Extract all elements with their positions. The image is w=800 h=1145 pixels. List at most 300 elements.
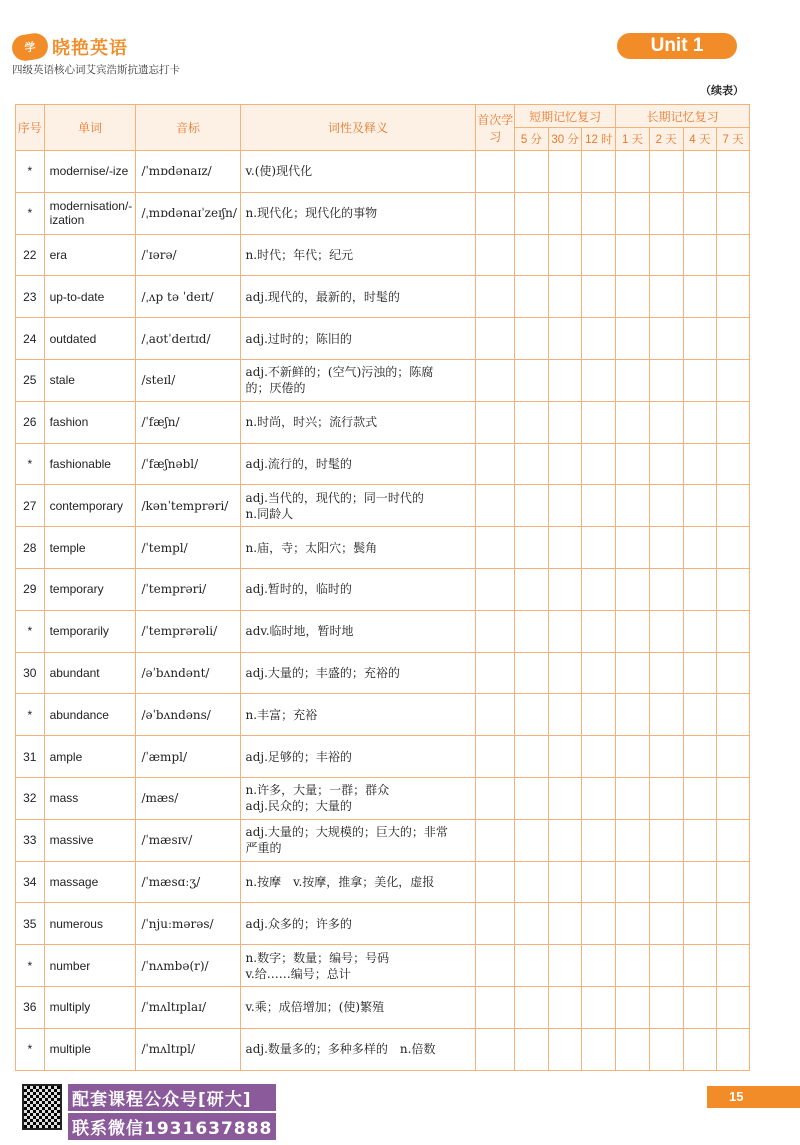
review-checkbox[interactable] — [515, 819, 549, 861]
review-checkbox[interactable] — [548, 568, 582, 610]
header-first-study: 首次学习 — [476, 105, 515, 151]
phonetic-cell: /ˈmæsɪv/ — [136, 819, 240, 861]
table-row — [16, 485, 750, 527]
first-study-checkbox[interactable] — [476, 819, 515, 861]
definition-cell — [240, 151, 476, 193]
review-checkbox[interactable] — [548, 652, 582, 694]
definition-line: adj.大量的；丰盛的；充裕的 — [245, 665, 400, 680]
review-checkbox[interactable] — [515, 694, 549, 736]
review-checkbox[interactable] — [548, 234, 582, 276]
page-number: 15 — [707, 1086, 800, 1108]
first-study-checkbox[interactable] — [476, 359, 515, 401]
review-checkbox[interactable] — [515, 318, 549, 360]
review-checkbox[interactable] — [515, 359, 549, 401]
review-checkbox[interactable] — [649, 443, 683, 485]
definition-line: n.按摩 v.按摩，推拿；美化，虚报 — [245, 874, 435, 889]
definition-cell — [240, 861, 476, 903]
first-study-checkbox[interactable] — [476, 903, 515, 945]
review-checkbox[interactable] — [515, 443, 549, 485]
review-checkbox[interactable] — [683, 527, 717, 569]
review-checkbox[interactable] — [616, 443, 650, 485]
table-row — [16, 443, 750, 485]
review-checkbox[interactable] — [717, 694, 750, 736]
brand-name: 晓艳英语 — [52, 38, 128, 59]
definition-line: adj.当代的，现代的；同一时代的 — [245, 490, 424, 505]
review-checkbox[interactable] — [515, 777, 549, 819]
word-cell: fashionable — [44, 443, 136, 485]
definition-cell — [240, 610, 476, 652]
word-cell: stale — [44, 359, 136, 401]
review-checkbox[interactable] — [683, 819, 717, 861]
review-checkbox[interactable] — [548, 945, 582, 987]
table-row — [16, 861, 750, 903]
first-study-checkbox[interactable] — [476, 736, 515, 778]
table-row — [16, 986, 750, 1028]
row-number: 32 — [16, 777, 45, 819]
review-checkbox[interactable] — [582, 359, 616, 401]
word-cell: numerous — [44, 903, 136, 945]
review-checkbox[interactable] — [548, 276, 582, 318]
definition-cell — [240, 903, 476, 945]
header-interval: 7 天 — [717, 128, 750, 151]
first-study-checkbox[interactable] — [476, 945, 515, 987]
review-checkbox[interactable] — [717, 192, 750, 234]
review-checkbox[interactable] — [616, 819, 650, 861]
review-checkbox[interactable] — [515, 903, 549, 945]
review-checkbox[interactable] — [683, 903, 717, 945]
word-cell: temple — [44, 527, 136, 569]
table-row — [16, 151, 750, 193]
definition-cell — [240, 945, 476, 987]
review-checkbox[interactable] — [717, 610, 750, 652]
table-row — [16, 610, 750, 652]
review-checkbox[interactable] — [717, 276, 750, 318]
definition-line: adj.过时的；陈旧的 — [245, 331, 352, 346]
review-checkbox[interactable] — [616, 485, 650, 527]
header-interval: 5 分 — [515, 128, 549, 151]
header-interval: 2 天 — [649, 128, 683, 151]
review-checkbox[interactable] — [649, 986, 683, 1028]
definition-cell — [240, 485, 476, 527]
review-checkbox[interactable] — [616, 1028, 650, 1070]
review-checkbox[interactable] — [683, 568, 717, 610]
phonetic-cell: /ˈtemprəri/ — [136, 568, 240, 610]
review-checkbox[interactable] — [683, 861, 717, 903]
row-number: * — [16, 192, 45, 234]
review-checkbox[interactable] — [683, 986, 717, 1028]
review-checkbox[interactable] — [515, 610, 549, 652]
review-checkbox[interactable] — [683, 401, 717, 443]
first-study-checkbox[interactable] — [476, 318, 515, 360]
definition-line: n.时尚，时兴；流行款式 — [245, 415, 378, 430]
footer-promo — [22, 1084, 276, 1142]
logo-icon: 学 — [10, 32, 49, 63]
table-row — [16, 1028, 750, 1070]
review-checkbox[interactable] — [515, 652, 549, 694]
review-checkbox[interactable] — [649, 945, 683, 987]
definition-line: adv.临时地，暂时地 — [245, 624, 354, 639]
definition-line: n.数字；数量；编号；号码 — [245, 950, 390, 965]
table-row — [16, 192, 750, 234]
definition-cell — [240, 819, 476, 861]
review-checkbox[interactable] — [582, 861, 616, 903]
table-row — [16, 736, 750, 778]
review-checkbox[interactable] — [616, 945, 650, 987]
first-study-checkbox[interactable] — [476, 276, 515, 318]
review-checkbox[interactable] — [683, 945, 717, 987]
first-study-checkbox[interactable] — [476, 694, 515, 736]
review-checkbox[interactable] — [515, 945, 549, 987]
definition-line: n.现代化；现代化的事物 — [245, 206, 378, 221]
definition-line: n.许多，大量；一群；群众 — [245, 783, 390, 798]
row-number: 34 — [16, 861, 45, 903]
review-checkbox[interactable] — [515, 276, 549, 318]
table-row — [16, 945, 750, 987]
definition-line: adj.大量的；大规模的；巨大的；非常 — [245, 825, 448, 840]
review-checkbox[interactable] — [717, 151, 750, 193]
review-checkbox[interactable] — [683, 652, 717, 694]
review-checkbox[interactable] — [649, 359, 683, 401]
review-checkbox[interactable] — [582, 192, 616, 234]
review-checkbox[interactable] — [548, 986, 582, 1028]
review-checkbox[interactable] — [582, 276, 616, 318]
table-row — [16, 234, 750, 276]
word-cell: multiply — [44, 986, 136, 1028]
review-checkbox[interactable] — [548, 151, 582, 193]
review-checkbox[interactable] — [649, 861, 683, 903]
phonetic-cell: /ˈmʌltɪpl/ — [136, 1028, 240, 1070]
review-checkbox[interactable] — [582, 903, 616, 945]
review-checkbox[interactable] — [548, 819, 582, 861]
review-checkbox[interactable] — [582, 736, 616, 778]
review-checkbox[interactable] — [649, 736, 683, 778]
review-checkbox[interactable] — [582, 777, 616, 819]
definition-cell — [240, 568, 476, 610]
review-checkbox[interactable] — [582, 610, 616, 652]
definition-line: n.同龄人 — [245, 506, 294, 521]
definition-line: adj.流行的，时髦的 — [245, 456, 352, 471]
review-checkbox[interactable] — [683, 318, 717, 360]
review-checkbox[interactable] — [717, 945, 750, 987]
review-checkbox[interactable] — [515, 1028, 549, 1070]
row-number: 36 — [16, 986, 45, 1028]
promo-line: 配套课程公众号[研大] — [68, 1084, 276, 1111]
first-study-checkbox[interactable] — [476, 443, 515, 485]
review-checkbox[interactable] — [616, 568, 650, 610]
vocabulary-table — [15, 104, 750, 1071]
first-study-checkbox[interactable] — [476, 1028, 515, 1070]
unit-badge: Unit 1 — [617, 33, 737, 59]
phonetic-cell: /ˈfæʃnəbl/ — [136, 443, 240, 485]
review-checkbox[interactable] — [515, 151, 549, 193]
first-study-checkbox[interactable] — [476, 652, 515, 694]
word-cell: temporarily — [44, 610, 136, 652]
phonetic-cell: /əˈbʌndənt/ — [136, 652, 240, 694]
definition-line: v.给……编号；总计 — [245, 966, 351, 981]
definition-line: adj.不新鲜的；(空气)污浊的；陈腐 — [245, 365, 434, 380]
review-checkbox[interactable] — [717, 401, 750, 443]
row-number: 30 — [16, 652, 45, 694]
first-study-checkbox[interactable] — [476, 485, 515, 527]
review-checkbox[interactable] — [616, 401, 650, 443]
phonetic-cell: /ˈmɒdənaɪz/ — [136, 151, 240, 193]
review-checkbox[interactable] — [717, 1028, 750, 1070]
review-checkbox[interactable] — [548, 736, 582, 778]
word-cell: contemporary — [44, 485, 136, 527]
phonetic-cell: /ˈmæsɑːʒ/ — [136, 861, 240, 903]
definition-line: n.时代；年代；纪元 — [245, 247, 354, 262]
review-checkbox[interactable] — [616, 736, 650, 778]
review-checkbox[interactable] — [649, 527, 683, 569]
word-cell: temporary — [44, 568, 136, 610]
word-cell: modernisation/-ization — [44, 192, 136, 234]
word-cell: multiple — [44, 1028, 136, 1070]
first-study-checkbox[interactable] — [476, 527, 515, 569]
first-study-checkbox[interactable] — [476, 861, 515, 903]
review-checkbox[interactable] — [717, 986, 750, 1028]
first-study-checkbox[interactable] — [476, 401, 515, 443]
review-checkbox[interactable] — [649, 652, 683, 694]
review-checkbox[interactable] — [515, 234, 549, 276]
review-checkbox[interactable] — [683, 151, 717, 193]
row-number: 27 — [16, 485, 45, 527]
header-word: 单词 — [44, 105, 136, 151]
review-checkbox[interactable] — [649, 485, 683, 527]
review-checkbox[interactable] — [582, 443, 616, 485]
table-row — [16, 401, 750, 443]
header-interval: 1 天 — [616, 128, 650, 151]
first-study-checkbox[interactable] — [476, 151, 515, 193]
review-checkbox[interactable] — [649, 276, 683, 318]
review-checkbox[interactable] — [616, 151, 650, 193]
review-checkbox[interactable] — [683, 443, 717, 485]
review-checkbox[interactable] — [717, 819, 750, 861]
review-checkbox[interactable] — [683, 485, 717, 527]
word-cell: up-to-date — [44, 276, 136, 318]
review-checkbox[interactable] — [582, 401, 616, 443]
review-checkbox[interactable] — [717, 234, 750, 276]
review-checkbox[interactable] — [582, 694, 616, 736]
review-checkbox[interactable] — [515, 736, 549, 778]
review-checkbox[interactable] — [717, 527, 750, 569]
row-number: 28 — [16, 527, 45, 569]
table-row — [16, 359, 750, 401]
review-checkbox[interactable] — [649, 694, 683, 736]
table-row — [16, 652, 750, 694]
first-study-checkbox[interactable] — [476, 234, 515, 276]
review-checkbox[interactable] — [616, 777, 650, 819]
review-checkbox[interactable] — [649, 777, 683, 819]
review-checkbox[interactable] — [683, 359, 717, 401]
review-checkbox[interactable] — [548, 861, 582, 903]
review-checkbox[interactable] — [616, 610, 650, 652]
phonetic-cell: /ˌaʊtˈdeɪtɪd/ — [136, 318, 240, 360]
review-checkbox[interactable] — [683, 192, 717, 234]
definition-cell — [240, 234, 476, 276]
review-checkbox[interactable] — [717, 359, 750, 401]
review-checkbox[interactable] — [515, 192, 549, 234]
review-checkbox[interactable] — [683, 610, 717, 652]
review-checkbox[interactable] — [717, 861, 750, 903]
table-row — [16, 318, 750, 360]
review-checkbox[interactable] — [717, 903, 750, 945]
review-checkbox[interactable] — [548, 1028, 582, 1070]
promo-text — [68, 1084, 276, 1142]
row-number: 31 — [16, 736, 45, 778]
definition-line: v.乘；成倍增加；(使)繁殖 — [245, 1000, 385, 1015]
definition-line: n.丰富；充裕 — [245, 707, 318, 722]
phonetic-cell: /ˈfæʃn/ — [136, 401, 240, 443]
review-checkbox[interactable] — [616, 527, 650, 569]
review-checkbox[interactable] — [683, 234, 717, 276]
review-checkbox[interactable] — [515, 485, 549, 527]
review-checkbox[interactable] — [582, 527, 616, 569]
header-short-review: 短期记忆复习 — [515, 105, 616, 128]
first-study-checkbox[interactable] — [476, 777, 515, 819]
row-number: 23 — [16, 276, 45, 318]
phonetic-cell: /ˈmʌltɪplaɪ/ — [136, 986, 240, 1028]
review-checkbox[interactable] — [717, 485, 750, 527]
review-checkbox[interactable] — [548, 777, 582, 819]
review-checkbox[interactable] — [683, 276, 717, 318]
brand-logo — [12, 34, 128, 60]
review-checkbox[interactable] — [683, 694, 717, 736]
review-checkbox[interactable] — [548, 192, 582, 234]
row-number: * — [16, 443, 45, 485]
review-checkbox[interactable] — [616, 359, 650, 401]
table-row — [16, 527, 750, 569]
review-checkbox[interactable] — [582, 234, 616, 276]
phonetic-cell: /ˈtemprərəli/ — [136, 610, 240, 652]
review-checkbox[interactable] — [683, 1028, 717, 1070]
row-number: 29 — [16, 568, 45, 610]
first-study-checkbox[interactable] — [476, 192, 515, 234]
review-checkbox[interactable] — [582, 151, 616, 193]
table-row — [16, 903, 750, 945]
review-checkbox[interactable] — [683, 736, 717, 778]
row-number: * — [16, 151, 45, 193]
review-checkbox[interactable] — [582, 819, 616, 861]
first-study-checkbox[interactable] — [476, 568, 515, 610]
review-checkbox[interactable] — [649, 192, 683, 234]
review-checkbox[interactable] — [616, 652, 650, 694]
review-checkbox[interactable] — [649, 1028, 683, 1070]
table-row — [16, 694, 750, 736]
vocabulary-rows — [16, 151, 750, 1071]
review-checkbox[interactable] — [616, 694, 650, 736]
review-checkbox[interactable] — [582, 1028, 616, 1070]
review-checkbox[interactable] — [616, 192, 650, 234]
row-number: * — [16, 945, 45, 987]
review-checkbox[interactable] — [683, 777, 717, 819]
review-checkbox[interactable] — [515, 861, 549, 903]
review-checkbox[interactable] — [616, 234, 650, 276]
definition-line: 严重的 — [245, 841, 282, 856]
table-row — [16, 777, 750, 819]
review-checkbox[interactable] — [582, 318, 616, 360]
word-cell: fashion — [44, 401, 136, 443]
review-checkbox[interactable] — [649, 234, 683, 276]
review-checkbox[interactable] — [548, 903, 582, 945]
word-cell: number — [44, 945, 136, 987]
review-checkbox[interactable] — [717, 736, 750, 778]
review-checkbox[interactable] — [616, 903, 650, 945]
review-checkbox[interactable] — [649, 401, 683, 443]
review-checkbox[interactable] — [649, 819, 683, 861]
review-checkbox[interactable] — [649, 568, 683, 610]
review-checkbox[interactable] — [548, 359, 582, 401]
review-checkbox[interactable] — [717, 443, 750, 485]
review-checkbox[interactable] — [515, 986, 549, 1028]
review-checkbox[interactable] — [548, 527, 582, 569]
review-checkbox[interactable] — [717, 318, 750, 360]
definition-line: adj.现代的，最新的，时髦的 — [245, 289, 400, 304]
phonetic-cell: /kənˈtemprəri/ — [136, 485, 240, 527]
review-checkbox[interactable] — [548, 443, 582, 485]
phonetic-cell: /ˈɪərə/ — [136, 234, 240, 276]
review-checkbox[interactable] — [515, 568, 549, 610]
first-study-checkbox[interactable] — [476, 986, 515, 1028]
review-checkbox[interactable] — [548, 610, 582, 652]
definition-line: adj.足够的；丰裕的 — [245, 749, 352, 764]
word-cell: abundance — [44, 694, 136, 736]
review-checkbox[interactable] — [649, 903, 683, 945]
word-cell: modernise/-ize — [44, 151, 136, 193]
review-checkbox[interactable] — [616, 861, 650, 903]
first-study-checkbox[interactable] — [476, 610, 515, 652]
review-checkbox[interactable] — [616, 318, 650, 360]
header-no: 序号 — [16, 105, 45, 151]
review-checkbox[interactable] — [548, 318, 582, 360]
review-checkbox[interactable] — [717, 777, 750, 819]
table-row — [16, 276, 750, 318]
review-checkbox[interactable] — [649, 610, 683, 652]
review-checkbox[interactable] — [582, 568, 616, 610]
review-checkbox[interactable] — [649, 151, 683, 193]
definition-line: adj.数量多的；多种多样的 n.倍数 — [245, 1042, 436, 1057]
review-checkbox[interactable] — [616, 276, 650, 318]
review-checkbox[interactable] — [515, 401, 549, 443]
header-definition: 词性及释义 — [240, 105, 476, 151]
review-checkbox[interactable] — [582, 986, 616, 1028]
definition-line: 的；厌倦的 — [245, 381, 306, 396]
definition-line: v.(使)现代化 — [245, 164, 313, 179]
promo-line: 联系微信1931637888 — [68, 1113, 276, 1140]
review-checkbox[interactable] — [548, 694, 582, 736]
review-checkbox[interactable] — [717, 568, 750, 610]
review-checkbox[interactable] — [649, 318, 683, 360]
definition-line: adj.暂时的，临时的 — [245, 582, 352, 597]
review-checkbox[interactable] — [582, 945, 616, 987]
row-number: 26 — [16, 401, 45, 443]
definition-cell — [240, 443, 476, 485]
definition-cell — [240, 1028, 476, 1070]
review-checkbox[interactable] — [616, 986, 650, 1028]
review-checkbox[interactable] — [582, 485, 616, 527]
review-checkbox[interactable] — [548, 401, 582, 443]
row-number: * — [16, 610, 45, 652]
review-checkbox[interactable] — [717, 652, 750, 694]
definition-cell — [240, 318, 476, 360]
row-number: 24 — [16, 318, 45, 360]
review-checkbox[interactable] — [515, 527, 549, 569]
review-checkbox[interactable] — [582, 652, 616, 694]
row-number: 25 — [16, 359, 45, 401]
row-number: 33 — [16, 819, 45, 861]
header-long-review: 长期记忆复习 — [616, 105, 750, 128]
word-cell: massage — [44, 861, 136, 903]
review-checkbox[interactable] — [548, 485, 582, 527]
